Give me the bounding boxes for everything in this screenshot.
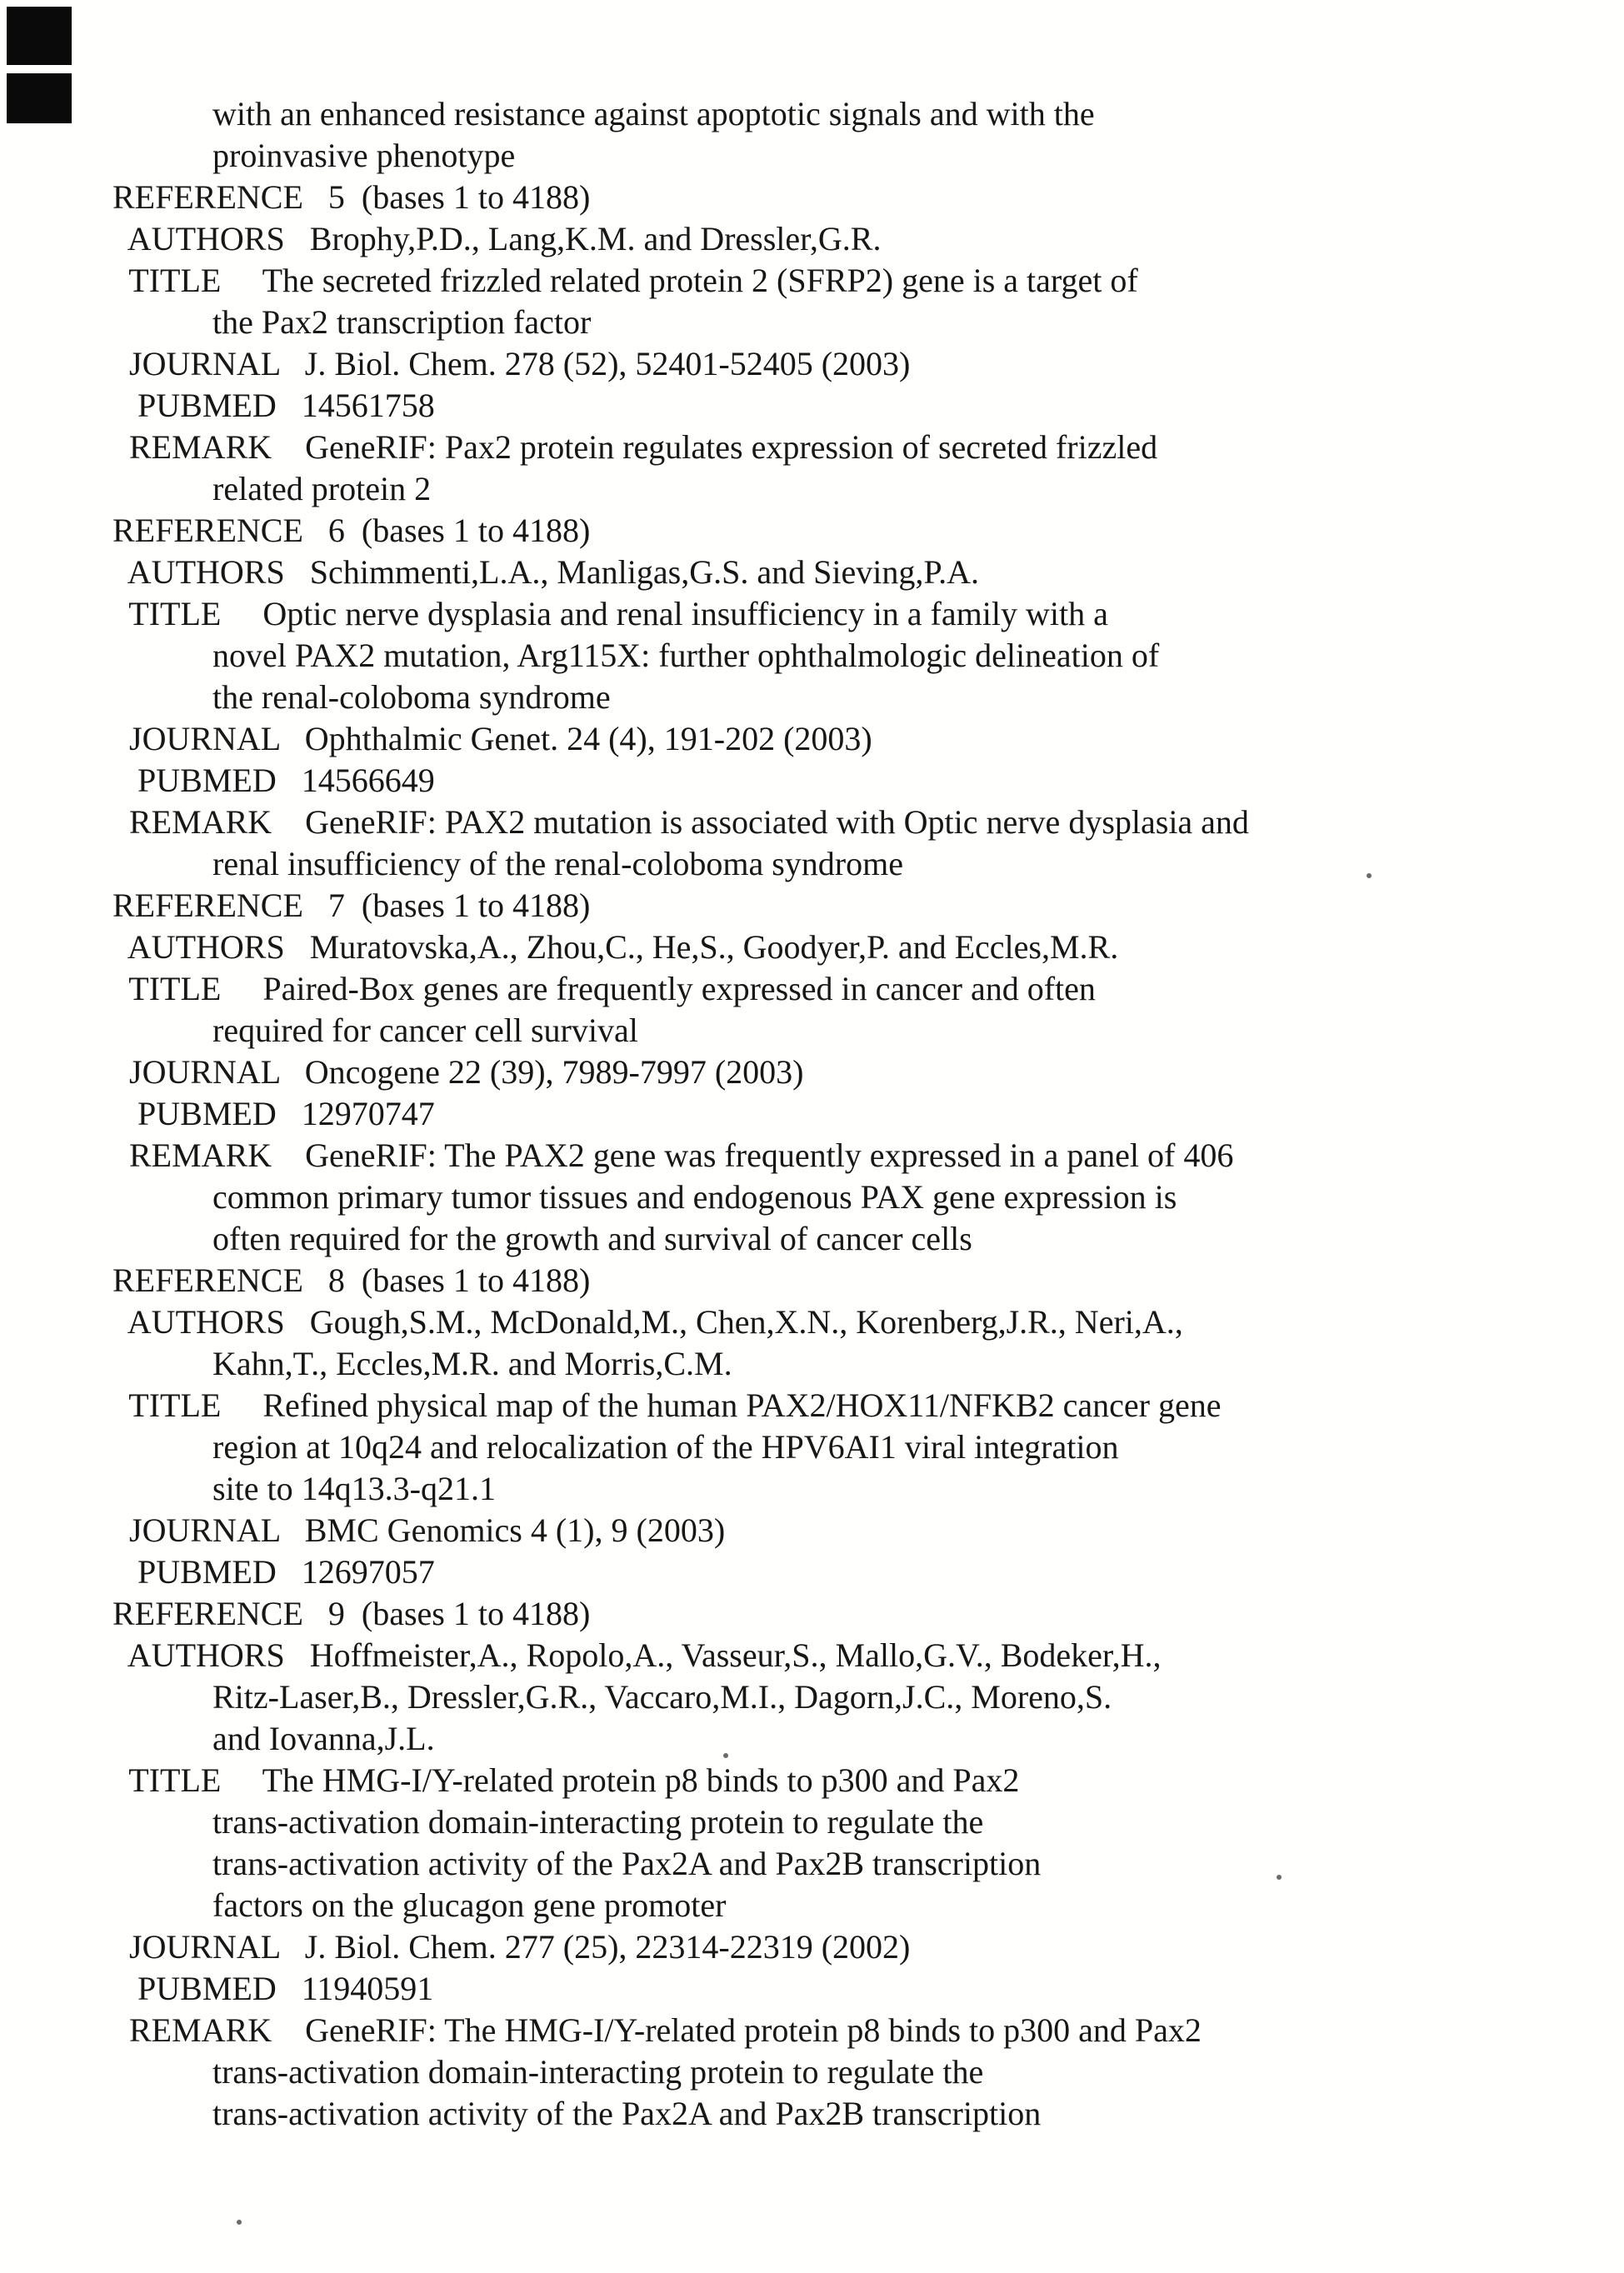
field-label: REFERENCE (112, 178, 328, 216)
indent-spaces (112, 303, 212, 341)
doc-line-pubmed (112, 1551, 1249, 1593)
doc-line-reference (112, 1260, 1249, 1301)
scan-artifact-speck (237, 2220, 242, 2225)
scan-artifact-black-square (7, 73, 72, 123)
doc-line-continuation (112, 468, 1249, 510)
field-text: Ophthalmic Genet. 24 (4), 191-202 (2003) (304, 720, 872, 757)
doc-line-continuation (112, 1676, 1249, 1718)
field-label: REFERENCE (112, 1261, 328, 1299)
field-label: TITLE (112, 1761, 262, 1799)
doc-line-continuation (112, 1468, 1249, 1510)
field-text: 7 (bases 1 to 4188) (327, 887, 591, 924)
indent-spaces (112, 845, 212, 882)
field-text: novel PAX2 mutation, Arg115X: further ophthalmologic delineation of (212, 637, 1160, 674)
doc-line-continuation (112, 1010, 1249, 1052)
indent-spaces (112, 2095, 212, 2132)
field-text: BMC Genomics 4 (1), 9 (2003) (304, 1511, 726, 1549)
doc-line-continuation (112, 1176, 1249, 1218)
field-text: 12970747 (301, 1095, 435, 1132)
field-text: 5 (bases 1 to 4188) (327, 178, 591, 216)
field-text: 8 (bases 1 to 4188) (327, 1261, 591, 1299)
doc-line-journal (112, 1510, 1249, 1551)
field-label: REFERENCE (112, 1595, 328, 1632)
field-text: Ritz-Laser,B., Dressler,G.R., Vaccaro,M.I., Dagorn,J.C., Moreno,S. (212, 1678, 1112, 1716)
doc-line-continuation (112, 135, 1249, 177)
field-label: AUTHORS (112, 553, 310, 591)
field-label: REMARK (112, 803, 306, 841)
doc-line-reference (112, 177, 1249, 218)
doc-line-continuation (112, 1343, 1249, 1385)
field-text: trans-activation activity of the Pax2A and Pax2B transcription (212, 2095, 1042, 2132)
doc-line-continuation (112, 1843, 1249, 1885)
field-label: TITLE (112, 970, 263, 1007)
doc-line-pubmed (112, 385, 1249, 427)
field-text: Paired-Box genes are frequently expressed in cancer and often (262, 970, 1096, 1007)
field-text: 11940591 (301, 1970, 434, 2007)
indent-spaces (112, 1803, 212, 1841)
field-text: factors on the glucagon gene promoter (212, 1886, 727, 1924)
field-text: GeneRIF: The HMG-I/Y-related protein p8 binds to p300 and Pax2 (305, 2011, 1202, 2049)
field-label: PUBMED (112, 387, 302, 424)
field-text: Gough,S.M., McDonald,M., Chen,X.N., Korenberg,J.R., Neri,A., (309, 1303, 1183, 1341)
doc-line-continuation (112, 2051, 1249, 2093)
field-text: with an enhanced resistance against apoptotic signals and with the (212, 95, 1095, 132)
field-text: the Pax2 transcription factor (212, 303, 592, 341)
scan-artifact-speck (1277, 1875, 1282, 1880)
scan-artifact-black-square (7, 7, 72, 65)
field-text: 14566649 (301, 762, 435, 799)
field-label: REMARK (112, 428, 306, 466)
field-text: trans-activation domain-interacting protein to regulate the (212, 2053, 984, 2091)
field-label: PUBMED (112, 762, 302, 799)
doc-line-continuation (112, 1885, 1249, 1926)
field-label: TITLE (112, 262, 262, 299)
field-text: related protein 2 (212, 470, 432, 507)
field-text: Kahn,T., Eccles,M.R. and Morris,C.M. (212, 1345, 732, 1382)
indent-spaces (112, 1720, 212, 1757)
doc-line-continuation (112, 93, 1249, 135)
field-text: the renal-coloboma syndrome (212, 678, 611, 716)
field-text: The HMG-I/Y-related protein p8 binds to p300 and Pax2 (262, 1761, 1020, 1799)
scan-artifact-speck (1367, 873, 1372, 878)
field-text: Oncogene 22 (39), 7989-7997 (2003) (304, 1053, 804, 1091)
doc-line-title (112, 1760, 1249, 1801)
field-label: AUTHORS (112, 220, 310, 257)
field-text: J. Biol. Chem. 277 (25), 22314-22319 (2002) (304, 1928, 911, 1966)
field-text: trans-activation activity of the Pax2A and Pax2B transcription (212, 1845, 1042, 1882)
field-text: often required for the growth and survival of cancer cells (212, 1220, 972, 1257)
field-text: renal insufficiency of the renal-coloboma syndrome (212, 845, 903, 882)
field-text: Refined physical map of the human PAX2/HOX11/NFKB2 cancer gene (262, 1386, 1222, 1424)
doc-line-continuation (112, 1801, 1249, 1843)
field-text: 6 (bases 1 to 4188) (327, 512, 591, 549)
doc-line-authors (112, 218, 1249, 260)
field-text: trans-activation domain-interacting protein to regulate the (212, 1803, 984, 1841)
field-label: JOURNAL (112, 1511, 305, 1549)
doc-line-pubmed (112, 1968, 1249, 2010)
indent-spaces (112, 1470, 212, 1507)
doc-line-title (112, 593, 1249, 635)
doc-line-remark (112, 802, 1249, 843)
indent-spaces (112, 1428, 212, 1466)
field-text: required for cancer cell survival (212, 1012, 638, 1049)
doc-line-continuation (112, 843, 1249, 885)
field-text: site to 14q13.3-q21.1 (212, 1470, 496, 1507)
doc-line-continuation (112, 302, 1249, 343)
field-text: GeneRIF: Pax2 protein regulates expression of secreted frizzled (305, 428, 1158, 466)
field-text: proinvasive phenotype (212, 137, 516, 174)
indent-spaces (112, 1678, 212, 1716)
field-text: Optic nerve dysplasia and renal insufficiency in a family with a (262, 595, 1108, 632)
indent-spaces (112, 637, 212, 674)
indent-spaces (112, 1345, 212, 1382)
field-label: PUBMED (112, 1095, 302, 1132)
doc-line-continuation (112, 1426, 1249, 1468)
doc-line-remark (112, 1135, 1249, 1176)
field-label: AUTHORS (112, 1303, 310, 1341)
field-text: The secreted frizzled related protein 2 (SFRP2) gene is a target of (262, 262, 1138, 299)
doc-line-journal (112, 718, 1249, 760)
doc-line-journal (112, 1052, 1249, 1093)
doc-line-continuation (112, 635, 1249, 677)
doc-line-continuation (112, 677, 1249, 718)
doc-line-authors (112, 1635, 1249, 1676)
doc-line-reference (112, 510, 1249, 552)
indent-spaces (112, 678, 212, 716)
field-text: Hoffmeister,A., Ropolo,A., Vasseur,S., Mallo,G.V., Bodeker,H., (309, 1636, 1162, 1674)
doc-line-title (112, 968, 1249, 1010)
doc-line-pubmed (112, 760, 1249, 802)
field-label: TITLE (112, 595, 263, 632)
doc-line-continuation (112, 1218, 1249, 1260)
field-label: REFERENCE (112, 512, 328, 549)
field-label: TITLE (112, 1386, 263, 1424)
field-label: PUBMED (112, 1970, 302, 2007)
doc-line-title (112, 1385, 1249, 1426)
indent-spaces (112, 2053, 212, 2091)
doc-line-authors (112, 1301, 1249, 1343)
indent-spaces (112, 1012, 212, 1049)
field-text: 14561758 (301, 387, 435, 424)
field-label: PUBMED (112, 1553, 302, 1591)
field-label: JOURNAL (112, 720, 305, 757)
field-text: region at 10q24 and relocalization of the HPV6AI1 viral integration (212, 1428, 1119, 1466)
field-label: REFERENCE (112, 887, 328, 924)
field-text: and Iovanna,J.L. (212, 1720, 435, 1757)
field-text: Muratovska,A., Zhou,C., He,S., Goodyer,P. and Eccles,M.R. (309, 928, 1119, 966)
doc-line-reference (112, 1593, 1249, 1635)
field-label: AUTHORS (112, 1636, 310, 1674)
field-text: Brophy,P.D., Lang,K.M. and Dressler,G.R. (309, 220, 882, 257)
indent-spaces (112, 1886, 212, 1924)
field-label: JOURNAL (112, 1053, 305, 1091)
indent-spaces (112, 95, 212, 132)
doc-line-title (112, 260, 1249, 302)
doc-line-reference (112, 885, 1249, 927)
indent-spaces (112, 470, 212, 507)
indent-spaces (112, 1220, 212, 1257)
field-label: REMARK (112, 1136, 306, 1174)
field-text: 12697057 (301, 1553, 435, 1591)
doc-line-remark (112, 2010, 1249, 2051)
doc-line-pubmed (112, 1093, 1249, 1135)
doc-line-remark (112, 427, 1249, 468)
field-label: AUTHORS (112, 928, 310, 966)
indent-spaces (112, 137, 212, 174)
doc-line-authors (112, 552, 1249, 593)
field-text: 9 (bases 1 to 4188) (327, 1595, 591, 1632)
doc-line-journal (112, 1926, 1249, 1968)
doc-line-authors (112, 927, 1249, 968)
doc-line-continuation (112, 1718, 1249, 1760)
doc-line-journal (112, 343, 1249, 385)
field-text: J. Biol. Chem. 278 (52), 52401-52405 (2003) (304, 345, 911, 382)
genbank-reference-text (112, 93, 1249, 2135)
field-label: JOURNAL (112, 1928, 305, 1966)
indent-spaces (112, 1845, 212, 1882)
field-text: common primary tumor tissues and endogenous PAX gene expression is (212, 1178, 1177, 1216)
doc-line-continuation (112, 2093, 1249, 2135)
field-text: Schimmenti,L.A., Manligas,G.S. and Sieving,P.A. (309, 553, 980, 591)
field-label: JOURNAL (112, 345, 305, 382)
field-text: GeneRIF: The PAX2 gene was frequently expressed in a panel of 406 (305, 1136, 1234, 1174)
field-label: REMARK (112, 2011, 306, 2049)
indent-spaces (112, 1178, 212, 1216)
field-text: GeneRIF: PAX2 mutation is associated with Optic nerve dysplasia and (305, 803, 1249, 841)
